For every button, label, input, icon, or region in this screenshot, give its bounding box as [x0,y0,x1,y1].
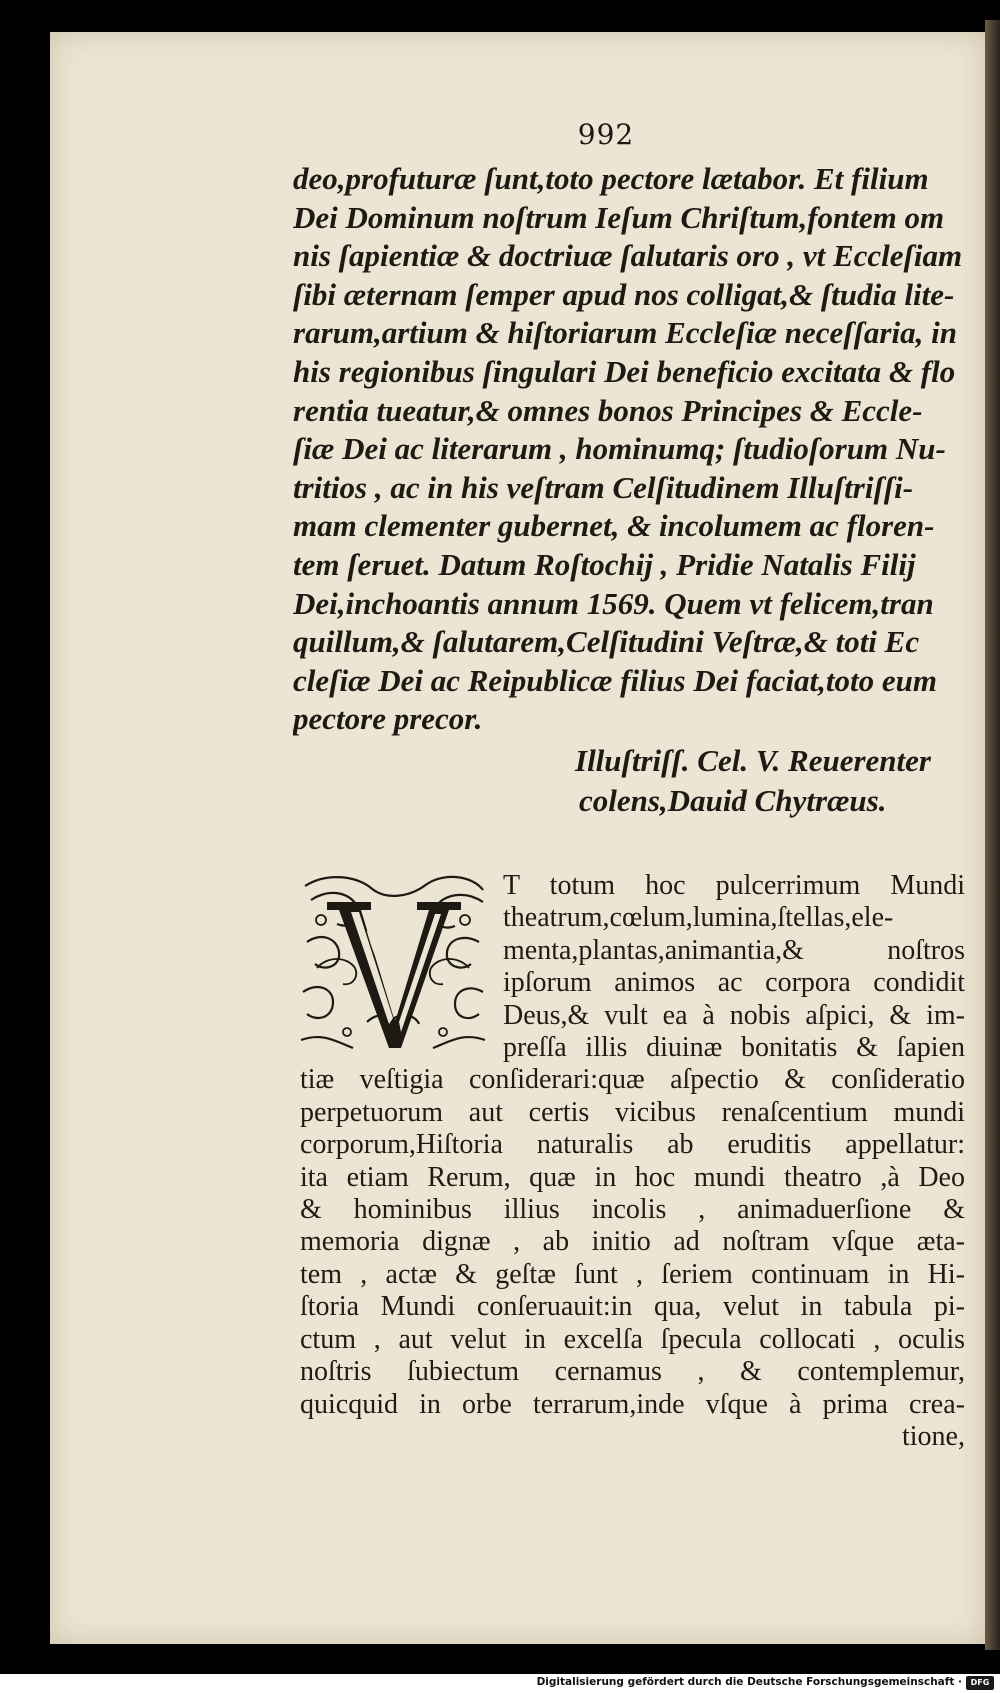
text-line: quicquid in orbe terrarum,inde vſque à prima crea- [300,1388,965,1420]
text-line: ipſorum animos ac corpora condidit [503,967,965,999]
text-line: theatrum,cœlum,lumina,ſtellas,ele- [503,902,894,934]
text-line: tritios , ac in his veſtram Celſitudinem Illuſtriſſi- [293,469,914,505]
text-line: nis ſapientiæ & doctriuæ ſalutaris oro , vt Eccleſiam [293,238,963,274]
text-line: deo,profuturæ ſunt,toto pectore lætabor. Et filium [293,161,929,196]
page-edge [985,20,1000,1650]
text-line: rentia tueatur,& omnes bonos Principes & Eccle- [293,392,923,428]
text-line: ſibi æternam ſemper apud nos colligat,& ſtudia lite- [293,276,955,312]
text-line: pectore precor. [293,701,483,737]
text-line: preſſa illis diuinæ bonitatis & ſapien [503,1032,965,1064]
text-line: corporum,Hiſtoria naturalis ab eruditis appellatur: [300,1129,965,1161]
footer-bar [0,1674,1000,1693]
text-line: T totum hoc pulcerrimum Mundi [503,870,965,901]
text-line: tem ſeruet. Datum Roſtochij , Pridie Natalis Filij [293,546,916,582]
signature-block [575,741,975,821]
history-body-text [300,870,965,1453]
text-line: Dei,inchoantis annum 1569. Quem vt felicem,tran [293,585,934,621]
text-line: Deus,& vult ea à nobis aſpici, & im- [503,999,965,1031]
text-line: & hominibus illius incolis , animaduerſione & [300,1194,965,1226]
text-line: quillum,& ſalutarem,Celſitudini Veſtræ,& toti Ec [293,624,920,660]
page-number: 992 [577,118,635,151]
text-line: ſtoria Mundi conſeruauit:in qua, velut in tabula pi- [300,1291,965,1323]
text-line: memoria dignæ , ab initio ad noſtram vſque æta- [300,1226,965,1258]
text-line: his regionibus ſingulari Dei beneficio excitata & flo [293,353,956,389]
text-line: Dei Dominum noſtrum Ieſum Chriſtum,fontem om [293,199,945,235]
dfg-logo: DFG [966,1676,994,1690]
text-line: tiæ veſtigia conſiderari:quæ aſpectio & conſideratio [300,1064,965,1096]
text-line: perpetuorum aut certis vicibus renaſcentium mundi [300,1096,965,1128]
funding-notice: Digitalisierung gefördert durch die Deutsche Forschungsgemeinschaft · [536,1676,962,1688]
text-line: cleſiæ Dei ac Reipublicæ filius Dei faciat,toto eum [293,662,938,698]
text-line: rarum,artium & hiſtoriarum Eccleſiæ neceſſaria, in [293,315,957,351]
text-line: menta,plantas,animantia,& noſtros [503,934,965,966]
text-line: tem , actæ & geſtæ ſunt , ſeriem continuam in Hi- [300,1258,965,1290]
text-line: noſtris ſubiectum cernamus , & contemplemur, [300,1356,965,1388]
signature-line: Illuſtriſſ. Cel. V. Reuerenter [575,743,931,778]
signature-line: colens,Dauid Chytræus. [579,783,887,818]
text-line: ſiæ Dei ac literarum , hominumq; ſtudioſorum Nu- [293,431,946,467]
letter-closing-text [293,160,963,739]
text-line: mam clementer gubernet, & incolumem ac floren- [293,508,935,544]
catchword: tione, [902,1420,965,1452]
text-line: ctum , aut velut in excelſa ſpecula collocati , oculis [300,1323,965,1355]
text-line: ita etiam Rerum, quæ in hoc mundi theatro ,à Deo [300,1161,965,1193]
